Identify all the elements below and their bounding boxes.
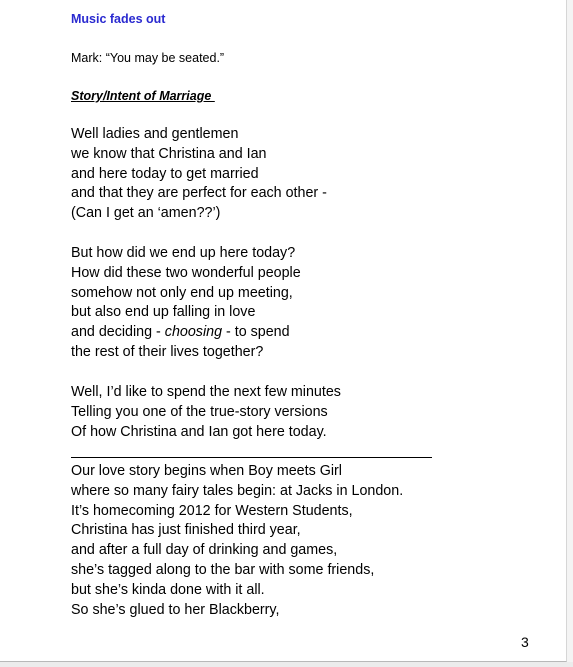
officiant-line: Mark: “You may be seated.” — [71, 51, 225, 65]
page-edge-shadow — [567, 0, 573, 667]
stanza-line: How did these two wonderful people — [71, 264, 301, 281]
section-heading: Story/Intent of Marriage — [71, 89, 215, 103]
stanza-line: she’s tagged along to the bar with some friends, — [71, 561, 375, 578]
stanza-line: and after a full day of drinking and games, — [71, 542, 338, 559]
stanza-line: (Can I get an ‘amen??’) — [71, 205, 221, 222]
page-bottom-shadow — [0, 662, 573, 667]
stanza-line: and that they are perfect for each other - — [71, 185, 327, 202]
stanza-line: But how did we end up here today? — [71, 245, 296, 261]
stanza-transition — [71, 383, 341, 442]
stanza-line: where so many fairy tales begin: at Jacks in London. — [71, 482, 404, 499]
stanza-line: So she’s glued to her Blackberry, — [71, 601, 280, 618]
stanza-line: somehow not only end up meeting, — [71, 284, 293, 301]
stanza-line: we know that Christina and Ian — [71, 145, 267, 162]
stanza-line: Well, I’d like to spend the next few minutes — [71, 384, 341, 400]
stanza-line: Telling you one of the true-story versions — [71, 403, 328, 420]
line-text: and deciding - — [71, 324, 165, 341]
stanza-story — [71, 462, 403, 620]
page-number: 3 — [521, 634, 529, 650]
stanza-line: but she’s kinda done with it all. — [71, 581, 265, 598]
stanza-line: the rest of their lives together? — [71, 343, 264, 360]
stanza-line — [71, 323, 301, 343]
stanza-line: and here today to get married — [71, 165, 259, 182]
music-cue: Music fades out — [71, 12, 166, 26]
section-divider — [71, 457, 432, 458]
stanza-line: Well ladies and gentlemen — [71, 126, 239, 142]
stanza-intro — [71, 125, 327, 224]
line-text: - to spend — [222, 324, 290, 341]
stanza-line: It’s homecoming 2012 for Western Students, — [71, 502, 353, 519]
stanza-question — [71, 244, 301, 363]
stanza-line: Christina has just finished third year, — [71, 522, 301, 539]
stanza-line: Of how Christina and Ian got here today. — [71, 423, 327, 440]
stanza-line: but also end up falling in love — [71, 304, 256, 321]
emphasis-text: choosing — [164, 324, 223, 341]
stanza-line: Our love story begins when Boy meets Girl — [71, 463, 342, 479]
